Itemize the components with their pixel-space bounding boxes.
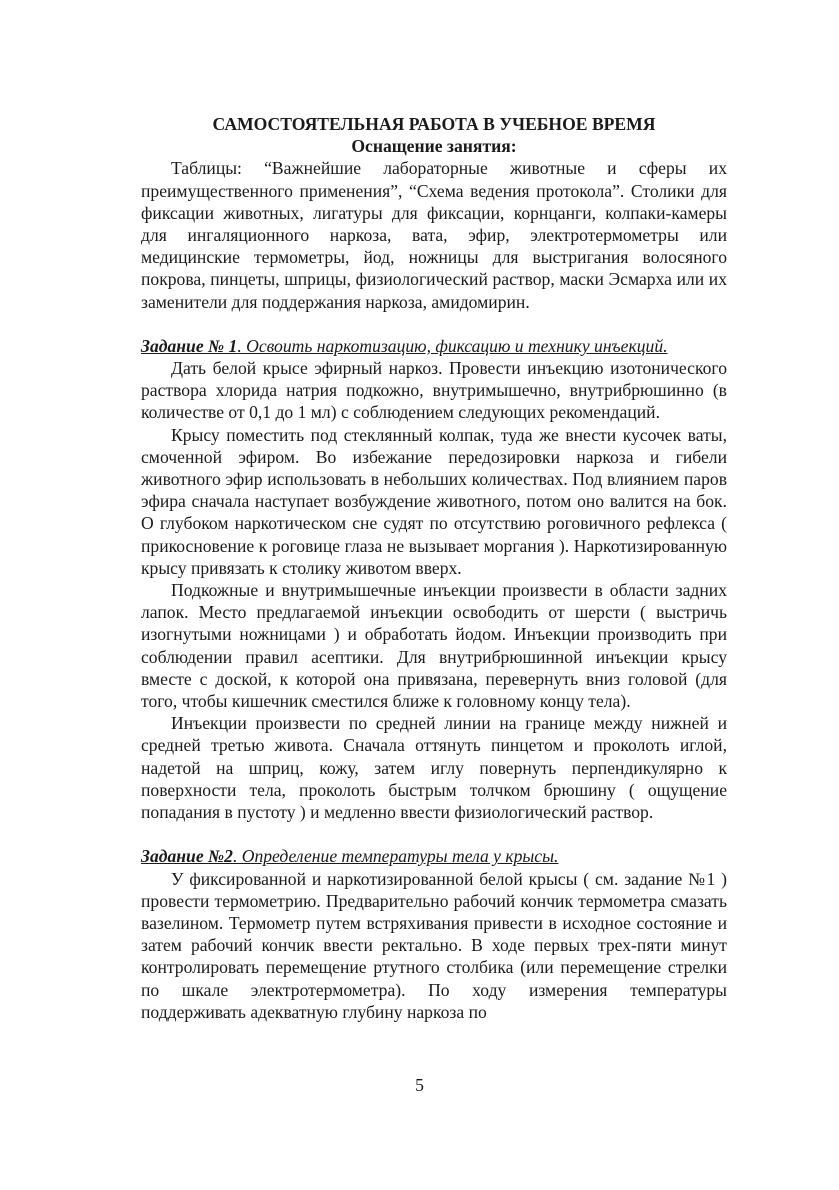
task1-paragraph: Дать белой крысе эфирный наркоз. Провести инъекцию изотонического раствора хлорида натрия подкожно, внутримышечно, внутрибрюшинно (в количестве от 0,1 до 1 мл) с соблюдением следующих рекомендаций. <box>141 358 727 423</box>
task2-heading <box>141 845 727 867</box>
page-subtitle: Оснащение занятия: <box>351 136 517 157</box>
task1-paragraph: Крысу поместить под стеклянный колпак, туда же внести кусочек ваты, смоченной эфиром. Во избежание передозировки наркоза и гибели животного эфир использовать в небольших количествах. Под влиянием паров эфира сначала наступает возбуждение животного, потом оно валится на бок. О глубоком наркотическом сне судят по отсутствию роговичного рефлекса ( прикосновение к роговице глаза не вызывает моргания ). Наркотизированную крысу привязать к столику животом вверх. <box>141 424 727 578</box>
document-page <box>141 113 727 1023</box>
task1-paragraph: Инъекции произвести по средней линии на границе между нижней и средней третью живота. Сначала оттянуть пинцетом и проколоть иглой, надетой на шприц, кожу, затем иглу повернуть перпендикулярно к поверхности тела, проколоть быстрым толчком брюшину ( ощущение попадания в пустоту ) и медленно ввести физиологический раствор. <box>141 713 727 823</box>
equipment-paragraph: Таблицы: “Важнейшие лабораторные животные и сферы их преимущественного применения”, “Схема ведения протокола”. Столики для фиксации животных, лигатуры для фиксации, корнцанги, колпаки-камеры для ингаляционного наркоза, вата, эфир, электротермометры или медицинские термометры, йод, ножницы для выстригания волосяного покрова, пинцеты, шприцы, физиологический раствор, маски Эсмарха или их заменители для поддержания наркоза, амидомирин. <box>141 158 727 312</box>
page-title: САМОСТОЯТЕЛЬНАЯ РАБОТА В УЧЕБНОЕ ВРЕМЯ <box>212 114 656 134</box>
page-number: 5 <box>415 1075 424 1095</box>
task1-title: . Освоить наркотизацию, фиксацию и технику инъекций. <box>237 335 668 356</box>
task1-paragraph: Подкожные и внутримышечные инъекции произвести в области задних лапок. Место предлагаемой инъекции освободить от шерсти ( выстричь изогнутыми ножницами ) и обработать йодом. Инъекции производить при соблюдении правил асептики. Для внутрибрюшинной инъекции крысу вместе с доской, к которой она привязана, перевернуть вниз головой (для того, чтобы кишечник сместился ближе к головному концу тела). <box>141 580 727 712</box>
task2-title: . Определение температуры тела у крысы. <box>232 846 559 867</box>
task2-number: Задание №2 <box>141 846 233 867</box>
task1-number: Задание № 1 <box>141 335 238 356</box>
task1-heading <box>141 335 727 357</box>
task2-paragraph: У фиксированной и наркотизированной белой крысы ( см. задание №1 ) провести термометрию. Предварительно рабочий кончик термометра смазать вазелином. Термометр путем встряхивания привести в исходное состояние и затем рабочий кончик ввести ректально. В ходе первых трех-пяти минут контролировать перемещение ртутного столбика (или перемещение стрелки по шкале электротермометра). По ходу измерения температуры поддерживать адекватную глубину наркоза по <box>141 868 727 1022</box>
